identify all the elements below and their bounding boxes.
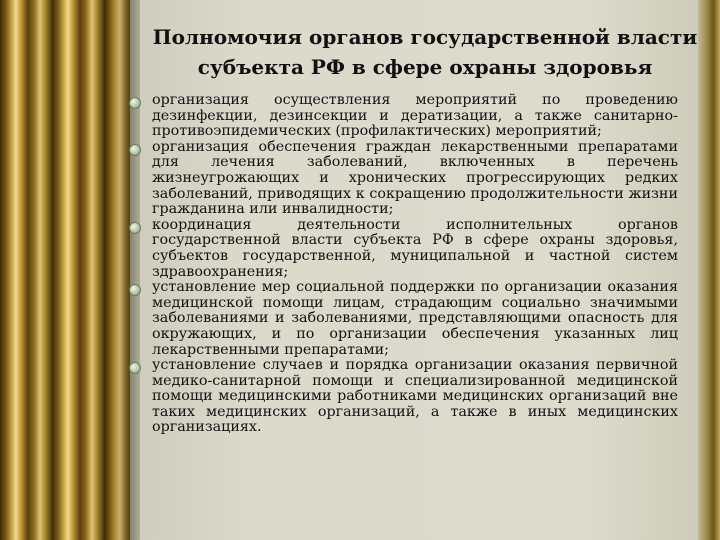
- list-item-text: установление случаев и порядка организации оказания первичной медико-санитарной помощи и специализированной медицинской помощи медицинскими работниками медицинских организаций вне таких медицинских организаций, а также в иных медицинских организациях.: [152, 357, 678, 436]
- list-item: [128, 218, 678, 280]
- list-item: [128, 93, 678, 140]
- bullet-icon: [129, 222, 141, 234]
- bullet-icon: [129, 97, 141, 109]
- title-line-1: Полномочия органов государственной власти: [152, 25, 698, 49]
- list-item: [128, 358, 678, 436]
- powers-list: [128, 93, 678, 436]
- list-item: [128, 140, 678, 218]
- list-item-text: координация деятельности исполнительных органов государственной власти субъекта РФ в сфере охраны здоровья, субъектов государственной, муниципальной и частной систем здравоохранения;: [152, 216, 678, 280]
- list-item-text: организация обеспечения граждан лекарственными препаратами для лечения заболеваний, включенных в перечень жизнеугрожающих и хронических прогрессирующих редких заболеваний, приводящих к сокращению продолжительности жизни гражданина или инвалидности;: [152, 138, 678, 218]
- bullet-icon: [129, 362, 141, 374]
- list-item-text: организация осуществления мероприятий по проведению дезинфекции, дезинсекции и дератизации, а также санитарно-противоэпидемических (профилактических) мероприятий;: [152, 92, 678, 140]
- list-item-text: установление мер социальной поддержки по организации оказания медицинской помощи лицам, страдающим социально значимыми заболеваниями и заболеваниями, представляющими опасность для окружающих, и по организации обеспечения указанных лиц лекарственными препаратами;: [152, 279, 678, 358]
- slide-title: [130, 22, 720, 82]
- title-line-2: субъекта РФ в сфере охраны здоровья: [197, 55, 653, 79]
- list-item: [128, 280, 678, 358]
- bullet-icon: [129, 284, 141, 296]
- bullet-icon: [129, 144, 141, 156]
